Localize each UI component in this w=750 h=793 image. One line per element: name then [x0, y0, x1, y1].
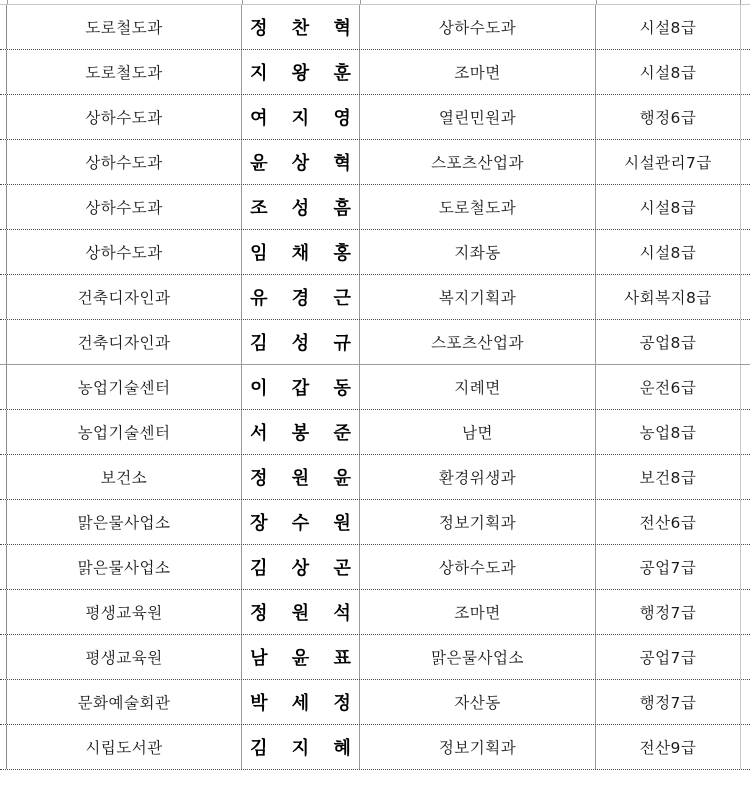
- from-department-cell[interactable]: 상하수도과: [7, 95, 242, 139]
- table-row: [0, 365, 750, 410]
- employee-name-cell[interactable]: 정 찬 혁: [242, 5, 360, 49]
- empty-cell[interactable]: [740, 320, 750, 364]
- employee-name-cell[interactable]: 여 지 영: [242, 95, 360, 139]
- from-department-cell[interactable]: 농업기술센터: [7, 365, 242, 409]
- employee-name-cell[interactable]: 박 세 정: [242, 680, 360, 724]
- from-department-cell[interactable]: 맑은물사업소: [7, 545, 242, 589]
- row-gutter-cell[interactable]: [0, 410, 7, 454]
- table-row: [0, 500, 750, 545]
- from-department-cell[interactable]: 상하수도과: [7, 185, 242, 229]
- employee-name-cell[interactable]: 서 봉 준: [242, 410, 360, 454]
- table-row: [0, 140, 750, 185]
- table-row: [0, 635, 750, 680]
- from-department-cell[interactable]: 농업기술센터: [7, 410, 242, 454]
- row-gutter-cell[interactable]: [0, 590, 7, 634]
- table-row: [0, 410, 750, 455]
- from-department-cell[interactable]: 평생교육원: [7, 590, 242, 634]
- table-row: [0, 185, 750, 230]
- row-gutter-cell[interactable]: [0, 320, 7, 364]
- from-department-cell[interactable]: 보건소: [7, 455, 242, 499]
- grade-cell[interactable]: 공업8급: [639, 334, 697, 352]
- grade-cell[interactable]: 전산9급: [639, 739, 697, 757]
- employee-name-cell[interactable]: 조 성 흠: [242, 185, 360, 229]
- row-gutter-cell[interactable]: [0, 365, 7, 409]
- empty-cell[interactable]: [740, 635, 750, 679]
- grade-cell[interactable]: 농업8급: [639, 424, 697, 442]
- grade-cell[interactable]: 행정7급: [639, 694, 697, 712]
- row-gutter-cell[interactable]: [0, 50, 7, 94]
- grade-cell[interactable]: 시설8급: [639, 19, 697, 37]
- grade-cell[interactable]: 시설8급: [639, 64, 697, 82]
- table-row: [0, 275, 750, 320]
- empty-cell[interactable]: [740, 410, 750, 454]
- to-department-cell[interactable]: 스포츠산업과: [360, 140, 596, 184]
- grade-cell[interactable]: 전산6급: [639, 514, 697, 532]
- grade-cell[interactable]: 행정6급: [639, 109, 697, 127]
- employee-name-cell[interactable]: 김 지 혜: [242, 725, 360, 769]
- row-gutter-cell[interactable]: [0, 5, 7, 49]
- table-row: [0, 455, 750, 500]
- employee-name-cell[interactable]: 남 윤 표: [242, 635, 360, 679]
- to-department-cell[interactable]: 정보기획과: [360, 725, 596, 769]
- to-department-cell[interactable]: 조마면: [360, 590, 596, 634]
- empty-cell[interactable]: [740, 725, 750, 769]
- grade-cell[interactable]: 시설관리7급: [624, 154, 712, 172]
- to-department-cell[interactable]: 상하수도과: [360, 5, 596, 49]
- to-department-cell[interactable]: 복지기획과: [360, 275, 596, 319]
- to-department-cell[interactable]: 상하수도과: [360, 545, 596, 589]
- to-department-cell[interactable]: 정보기획과: [360, 500, 596, 544]
- from-department-cell[interactable]: 도로철도과: [7, 5, 242, 49]
- grade-cell[interactable]: 시설8급: [639, 244, 697, 262]
- empty-cell[interactable]: [740, 500, 750, 544]
- empty-cell[interactable]: [740, 50, 750, 94]
- grade-cell[interactable]: 공업7급: [639, 649, 697, 667]
- transfer-table: [0, 5, 750, 770]
- column-divider-tick[interactable]: [596, 0, 597, 4]
- from-department-cell[interactable]: 상하수도과: [7, 230, 242, 274]
- grade-cell[interactable]: 사회복지8급: [624, 289, 712, 307]
- column-divider-tick[interactable]: [7, 0, 8, 4]
- table-row: [0, 5, 750, 50]
- row-gutter-cell[interactable]: [0, 140, 7, 184]
- empty-cell[interactable]: [740, 365, 750, 409]
- to-department-cell[interactable]: 지례면: [360, 365, 596, 409]
- empty-cell[interactable]: [740, 275, 750, 319]
- to-department-cell[interactable]: 도로철도과: [360, 185, 596, 229]
- to-department-cell[interactable]: 남면: [360, 410, 596, 454]
- table-row: [0, 50, 750, 95]
- employee-name-cell[interactable]: 윤 상 혁: [242, 140, 360, 184]
- employee-name-cell[interactable]: 유 경 근: [242, 275, 360, 319]
- table-row: [0, 680, 750, 725]
- to-department-cell[interactable]: 환경위생과: [360, 455, 596, 499]
- from-department-cell[interactable]: 맑은물사업소: [7, 500, 242, 544]
- to-department-cell[interactable]: 자산동: [360, 680, 596, 724]
- employee-name-cell[interactable]: 지 왕 훈: [242, 50, 360, 94]
- to-department-cell[interactable]: 맑은물사업소: [360, 635, 596, 679]
- empty-cell[interactable]: [740, 680, 750, 724]
- from-department-cell[interactable]: 도로철도과: [7, 50, 242, 94]
- employee-name-cell[interactable]: 장 수 원: [242, 500, 360, 544]
- employee-name-cell[interactable]: 정 원 윤: [242, 455, 360, 499]
- row-gutter-cell[interactable]: [0, 230, 7, 274]
- empty-cell[interactable]: [740, 5, 750, 49]
- empty-cell[interactable]: [740, 185, 750, 229]
- empty-cell[interactable]: [740, 140, 750, 184]
- table-row: [0, 725, 750, 770]
- empty-cell[interactable]: [740, 95, 750, 139]
- table-row: [0, 230, 750, 275]
- column-divider-tick[interactable]: [740, 0, 741, 4]
- empty-cell[interactable]: [740, 545, 750, 589]
- to-department-cell[interactable]: 조마면: [360, 50, 596, 94]
- from-department-cell[interactable]: 평생교육원: [7, 635, 242, 679]
- row-gutter-cell[interactable]: [0, 635, 7, 679]
- grade-cell[interactable]: 보건8급: [639, 469, 697, 487]
- grade-cell[interactable]: 시설8급: [639, 199, 697, 217]
- table-row: [0, 545, 750, 590]
- row-gutter-cell[interactable]: [0, 455, 7, 499]
- from-department-cell[interactable]: 건축디자인과: [7, 320, 242, 364]
- empty-cell[interactable]: [740, 455, 750, 499]
- from-department-cell[interactable]: 상하수도과: [7, 140, 242, 184]
- row-gutter-cell[interactable]: [0, 275, 7, 319]
- employee-name-cell[interactable]: 김 성 규: [242, 320, 360, 364]
- row-gutter-cell[interactable]: [0, 500, 7, 544]
- from-department-cell[interactable]: 문화예술회관: [7, 680, 242, 724]
- employee-name-cell[interactable]: 임 채 홍: [242, 230, 360, 274]
- empty-cell[interactable]: [740, 230, 750, 274]
- employee-name-cell[interactable]: 김 상 곤: [242, 545, 360, 589]
- row-gutter-cell[interactable]: [0, 185, 7, 229]
- row-gutter-cell[interactable]: [0, 680, 7, 724]
- to-department-cell[interactable]: 스포츠산업과: [360, 320, 596, 364]
- row-gutter-cell[interactable]: [0, 725, 7, 769]
- row-gutter-cell[interactable]: [0, 545, 7, 589]
- table-row: [0, 320, 750, 365]
- table-row: [0, 95, 750, 140]
- employee-name-cell[interactable]: 이 갑 동: [242, 365, 360, 409]
- column-divider-tick[interactable]: [242, 0, 243, 4]
- grade-cell[interactable]: 공업7급: [639, 559, 697, 577]
- grade-cell[interactable]: 행정7급: [639, 604, 697, 622]
- to-department-cell[interactable]: 열린민원과: [360, 95, 596, 139]
- row-gutter-cell[interactable]: [0, 95, 7, 139]
- table-row: [0, 590, 750, 635]
- grade-cell[interactable]: 운전6급: [639, 379, 697, 397]
- employee-name-cell[interactable]: 정 원 석: [242, 590, 360, 634]
- column-divider-tick[interactable]: [360, 0, 361, 4]
- from-department-cell[interactable]: 건축디자인과: [7, 275, 242, 319]
- from-department-cell[interactable]: 시립도서관: [7, 725, 242, 769]
- to-department-cell[interactable]: 지좌동: [360, 230, 596, 274]
- empty-cell[interactable]: [740, 590, 750, 634]
